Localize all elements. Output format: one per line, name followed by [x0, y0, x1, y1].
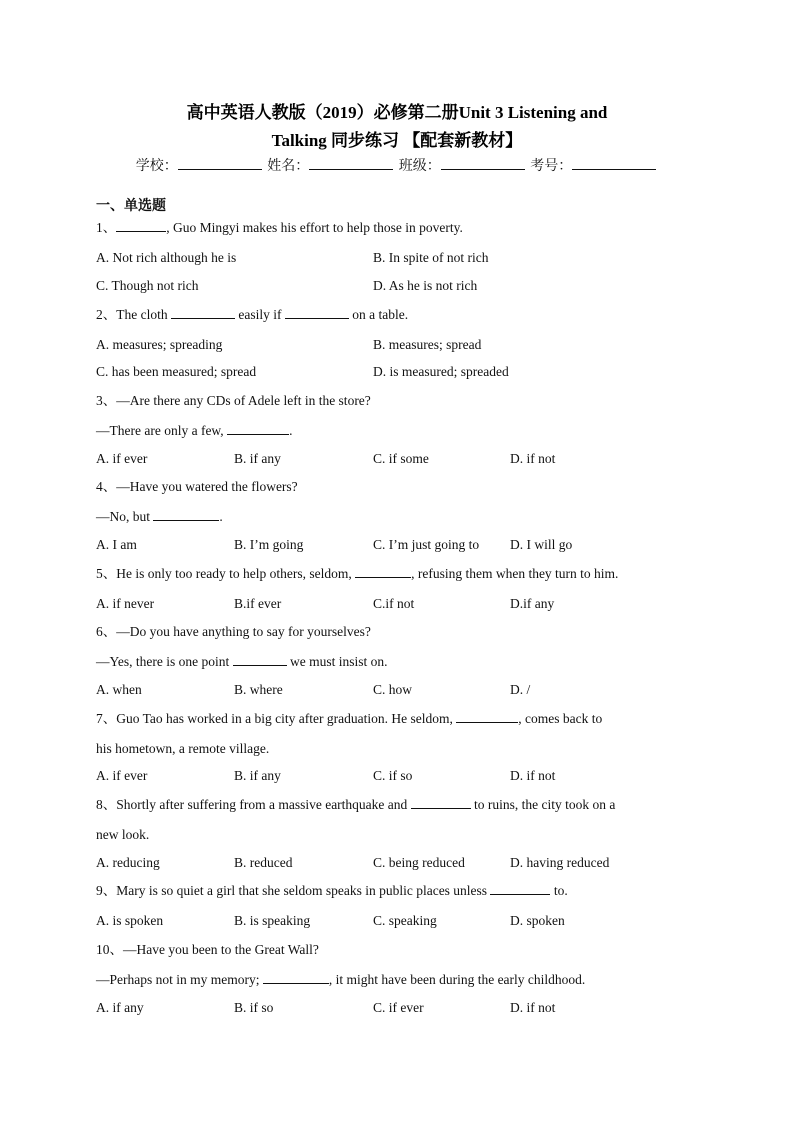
option-A[interactable]: A. measures; spreading — [96, 337, 223, 352]
question-10-line-2 — [96, 971, 701, 989]
question-number: 4、 — [96, 479, 117, 494]
question-text: The cloth — [116, 307, 171, 322]
question-text: , refusing them when they turn to him. — [411, 566, 619, 581]
option-B[interactable]: B. where — [234, 682, 283, 697]
answer-blank[interactable] — [411, 796, 471, 809]
answer-blank[interactable] — [285, 306, 349, 319]
exam-no-label: 考号： — [530, 159, 573, 174]
question-text: to ruins, the city took on a — [470, 797, 616, 812]
option-B[interactable]: B. measures; spread — [373, 337, 482, 352]
question-text: Mary is so quiet a girl that she seldom speaks in public places unless — [116, 883, 491, 898]
question-text: —Have you been to the Great Wall? — [123, 942, 319, 957]
question-9-line-1 — [96, 882, 701, 900]
option-B[interactable]: B. In spite of not rich — [373, 250, 489, 265]
question-text: . — [219, 509, 223, 524]
question-6-line-2 — [96, 653, 701, 671]
section-title: 一、单选题 — [96, 199, 166, 214]
question-text: , it might have been during the early childhood. — [328, 972, 586, 987]
option-D[interactable]: D. if not — [510, 768, 556, 783]
option-D[interactable]: D. is measured; spreaded — [373, 364, 509, 379]
option-B[interactable]: B. is speaking — [234, 913, 311, 928]
option-C[interactable]: C. being reduced — [373, 855, 465, 870]
answer-blank[interactable] — [456, 710, 518, 723]
option-D[interactable]: D. As he is not rich — [373, 278, 478, 293]
question-text: we must insist on. — [286, 654, 388, 669]
option-D[interactable]: D. having reduced — [510, 855, 610, 870]
option-D[interactable]: D. I will go — [510, 537, 573, 552]
option-A[interactable]: A. when — [96, 682, 142, 697]
question-text: to. — [550, 883, 568, 898]
option-B[interactable]: B.if ever — [234, 596, 282, 611]
answer-blank[interactable] — [263, 971, 329, 984]
question-number: 10、 — [96, 942, 123, 957]
option-C[interactable]: C. Though not rich — [96, 278, 199, 293]
question-10-line-1 — [96, 941, 701, 959]
question-number: 1、 — [96, 220, 117, 235]
question-4-line-1 — [96, 478, 701, 496]
option-C[interactable]: C. I’m just going to — [373, 537, 480, 552]
question-text: —No, but — [96, 509, 154, 524]
question-8-line-1 — [96, 796, 701, 814]
option-B[interactable]: B. if any — [234, 451, 281, 466]
option-B[interactable]: B. if any — [234, 768, 281, 783]
option-A[interactable]: A. is spoken — [96, 913, 164, 928]
option-A[interactable]: A. if ever — [96, 451, 148, 466]
name-label: 姓名： — [267, 159, 310, 174]
question-number: 8、 — [96, 797, 117, 812]
title-line-2: Talking 同步练习 【配套新教材】 — [271, 131, 523, 150]
option-C[interactable]: C. if so — [373, 768, 413, 783]
question-text: his hometown, a remote village. — [96, 741, 270, 756]
question-text: new look. — [96, 827, 150, 842]
option-C[interactable]: C. has been measured; spread — [96, 364, 257, 379]
option-D[interactable]: D. spoken — [510, 913, 565, 928]
school-label: 学校： — [135, 159, 178, 174]
answer-blank[interactable] — [355, 565, 411, 578]
question-text: on a table. — [348, 307, 409, 322]
question-1-line-1 — [96, 219, 701, 237]
question-6-line-1 — [96, 623, 701, 641]
question-number: 7、 — [96, 711, 117, 726]
question-7-line-2 — [96, 740, 701, 758]
question-3-line-2 — [96, 422, 701, 440]
name-blank[interactable] — [309, 155, 393, 170]
answer-blank[interactable] — [171, 306, 235, 319]
option-B[interactable]: B. if so — [234, 1000, 274, 1015]
question-text: —Perhaps not in my memory; — [96, 972, 263, 987]
question-text: —Are there any CDs of Adele left in the store? — [116, 393, 371, 408]
option-C[interactable]: C. if ever — [373, 1000, 424, 1015]
question-text: . — [289, 423, 293, 438]
answer-blank[interactable] — [153, 508, 219, 521]
option-D[interactable]: D. if not — [510, 1000, 556, 1015]
question-number: 9、 — [96, 883, 117, 898]
question-text: —There are only a few, — [96, 423, 228, 438]
option-B[interactable]: B. reduced — [234, 855, 293, 870]
answer-blank[interactable] — [227, 422, 289, 435]
question-text: —Do you have anything to say for yourselves? — [116, 624, 371, 639]
option-B[interactable]: B. I’m going — [234, 537, 304, 552]
question-text: easily if — [234, 307, 285, 322]
class-blank[interactable] — [441, 155, 525, 170]
question-number: 2、 — [96, 307, 117, 322]
question-5-line-1 — [96, 565, 701, 583]
option-D[interactable]: D. if not — [510, 451, 556, 466]
question-text: He is only too ready to help others, seldom, — [116, 566, 356, 581]
school-blank[interactable] — [178, 155, 262, 170]
question-text: —Yes, there is one point — [96, 654, 233, 669]
option-A[interactable]: A. if never — [96, 596, 155, 611]
option-C[interactable]: C.if not — [373, 596, 415, 611]
exam-no-blank[interactable] — [572, 155, 656, 170]
option-C[interactable]: C. speaking — [373, 913, 437, 928]
question-text: , Guo Mingyi makes his effort to help those in poverty. — [166, 220, 463, 235]
question-2-line-1 — [96, 306, 701, 324]
question-text: Guo Tao has worked in a big city after graduation. He seldom, — [116, 711, 457, 726]
question-text: , comes back to — [518, 711, 603, 726]
question-text: Shortly after suffering from a massive earthquake and — [116, 797, 411, 812]
question-8-line-2 — [96, 826, 701, 844]
option-A[interactable]: A. if ever — [96, 768, 148, 783]
answer-blank[interactable] — [116, 219, 166, 232]
question-3-line-1 — [96, 392, 701, 410]
question-7-line-1 — [96, 710, 701, 728]
question-number: 5、 — [96, 566, 117, 581]
class-label: 班级： — [398, 159, 441, 174]
question-number: 6、 — [96, 624, 117, 639]
student-info-row — [0, 155, 794, 175]
option-C[interactable]: C. how — [373, 682, 413, 697]
option-A[interactable]: A. if any — [96, 1000, 144, 1015]
question-number: 3、 — [96, 393, 117, 408]
option-D[interactable]: D.if any — [510, 596, 555, 611]
option-A[interactable]: A. I am — [96, 537, 137, 552]
question-4-line-2 — [96, 508, 701, 526]
option-D[interactable]: D. / — [510, 682, 531, 697]
question-text: —Have you watered the flowers? — [116, 479, 298, 494]
option-A[interactable]: A. Not rich although he is — [96, 250, 237, 265]
answer-blank[interactable] — [233, 653, 287, 666]
option-A[interactable]: A. reducing — [96, 855, 160, 870]
option-C[interactable]: C. if some — [373, 451, 429, 466]
answer-blank[interactable] — [490, 882, 550, 895]
title-line-1: 高中英语人教版（2019）必修第二册Unit 3 Listening and — [186, 103, 608, 122]
